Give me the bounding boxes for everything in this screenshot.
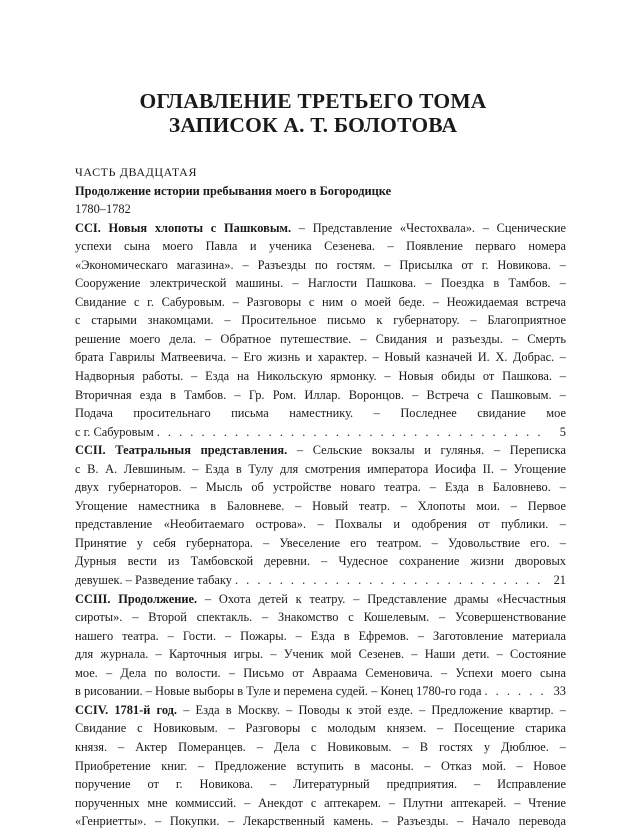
chapter-line: нашего театра. – Гости. – Пожары. – Езда в Ефремов. – Заготовление материала xyxy=(75,628,566,643)
chapter-line: князя. – Актер Померанцев. – Дела с Новиковым. – В гостях у Дюблюе. – xyxy=(75,739,566,754)
chapter-line: Приобретение книг. – Предложение вступить в масоны. – Отказ мой. – Новое xyxy=(75,758,566,773)
chapter-text: – Езда в Москву. – Поводы к этой езде. – Предложение квартир. – xyxy=(177,702,566,717)
part-subtitle: Продолжение истории пребывания моего в Богородицке xyxy=(75,183,392,198)
chapter-line: «Генриетты». – Покупки. – Лекарственный камень. – Разъезды. – Начало перевода xyxy=(75,814,566,829)
chapter-last-line xyxy=(75,682,566,701)
chapter-text: – Представление «Честохвала». – Сценические xyxy=(291,220,566,235)
page-number: 33 xyxy=(553,684,566,699)
chapter-text: – Охота детей к театру. – Представление драмы «Несчастныя xyxy=(197,591,566,606)
page-number: 21 xyxy=(553,573,566,588)
dot-leader xyxy=(484,682,547,701)
chapter-first-line xyxy=(75,701,566,720)
chapter-line: девушек. – Разведение табаку xyxy=(75,573,232,588)
chapter-line: Угощение наместника в Баловневе. – Новый театр. – Хлопоты мои. – Первое xyxy=(75,498,566,513)
dot-leader xyxy=(157,423,547,442)
title-line-1: ОГЛАВЛЕНИЕ ТРЕТЬЕГО ТОМА xyxy=(139,89,487,113)
chapter-entry xyxy=(75,701,566,831)
chapter-entry xyxy=(75,441,566,589)
page-number: 5 xyxy=(559,424,566,439)
chapter-line: Сооружение электрической машины. – Наглости Пашкова. – Поездка в Тамбов. – xyxy=(75,276,566,291)
chapter-entry xyxy=(75,590,566,701)
chapter-line: Дурныя вести из Тамбовской деревни. – Чудесное сохранение жизни дворовых xyxy=(75,554,566,569)
dot-leader xyxy=(235,571,547,590)
chapter-line: Вторичная езда в Тамбов. – Гр. Ром. Иллар. Воронцов. – Встреча с Пашковым. – xyxy=(75,387,566,402)
chapter-line: сироты». – Второй спектакль. – Знакомство с Кошелевым. – Усовершенствование xyxy=(75,610,566,625)
chapter-line: с В. А. Левшиным. – Езда в Тулу для смотрения императора Иосифа II. – Угощение xyxy=(75,461,566,476)
chapter-line: с г. Сабуровым xyxy=(75,424,154,439)
chapter-line: в рисовании. – Новые выборы в Туле и перемена судей. – Конец 1780-го года xyxy=(75,684,482,699)
chapter-line: Подача просительнаго письма наместнику. – Последнее свидание мое xyxy=(75,406,566,421)
chapter-entry xyxy=(75,219,566,442)
table-of-contents xyxy=(75,163,566,831)
chapter-line: успехи сына моего Павла и ученика Сезенева. – Появление перваго номера xyxy=(75,239,566,254)
chapter-line: решение моего дела. – Обратное путешествие. – Свидания и разъезды. – Смерть xyxy=(75,331,566,346)
part-years: 1780–1782 xyxy=(75,202,131,217)
chapter-line: представление «Необитаемаго острова». – Похвалы и одобрения от публики. – xyxy=(75,517,566,532)
chapter-line: порученных мне коммиссий. – Анекдот с аптекарем. – Плутни аптекарей. – Чтение xyxy=(75,795,566,810)
chapter-line: Принятие у себя губернатора. – Увеселение его театром. – Удовольствие его. – xyxy=(75,535,566,550)
chapter-line: поручение от г. Новикова. – Литературный предприятия. – Исправление xyxy=(75,777,566,792)
chapter-line: Надворныя работы. – Езда на Никольскую ярмонку. – Новыя обиды от Пашкова. – xyxy=(75,369,566,384)
chapter-text: – Сельские вокзалы и гулянья. – Переписка xyxy=(287,443,566,458)
chapter-last-line xyxy=(75,571,566,590)
chapter-line: для журнала. – Карточныя игры. – Ученик мой Сезенев. – Наши дети. – Состояние xyxy=(75,647,566,662)
chapter-line: Свидание с г. Сабуровым. – Разговоры с ним о моей беде. – Неожидаемая встреча xyxy=(75,294,566,309)
chapter-line: Свидание с Новиковым. – Разговоры с молодым князем. – Посещение старика xyxy=(75,721,566,736)
chapter-line: мое. – Дела по волости. – Письмо от Авраама Семеновича. – Успехи моего сына xyxy=(75,665,566,680)
chapter-heading: CCII. Театральныя представления. xyxy=(75,443,288,458)
chapter-heading: CCIII. Продолжение. xyxy=(75,591,198,606)
chapter-first-line xyxy=(75,441,566,460)
chapter-line: брата Гаврилы Матвеевича. – Его жизнь и характер. – Новый казначей И. Х. Добрас. – xyxy=(75,350,566,365)
chapter-last-line xyxy=(75,423,566,442)
chapter-line: двух губернаторов. – Мысль об устройстве новаго театра. – Езда в Баловнево. – xyxy=(75,480,566,495)
chapter-heading: CCI. Новыя хлопоты с Пашковым. xyxy=(75,220,292,235)
part-label: ЧАСТЬ ДВАДЦАТАЯ xyxy=(75,165,198,179)
chapter-line: «Экономическаго магазина». – Разъезды по гостям. – Присылка от г. Новикова. – xyxy=(75,257,566,272)
chapter-list xyxy=(75,219,566,831)
chapter-first-line xyxy=(75,219,566,238)
chapter-heading: CCIV. 1781-й год. xyxy=(75,702,178,717)
chapter-line: с старыми знакомцами. – Просительное письмо к губернатору. – Благоприятное xyxy=(75,313,566,328)
chapter-first-line xyxy=(75,590,566,609)
title-line-2: ЗАПИСОК А. Т. БОЛОТОВА xyxy=(168,113,458,137)
